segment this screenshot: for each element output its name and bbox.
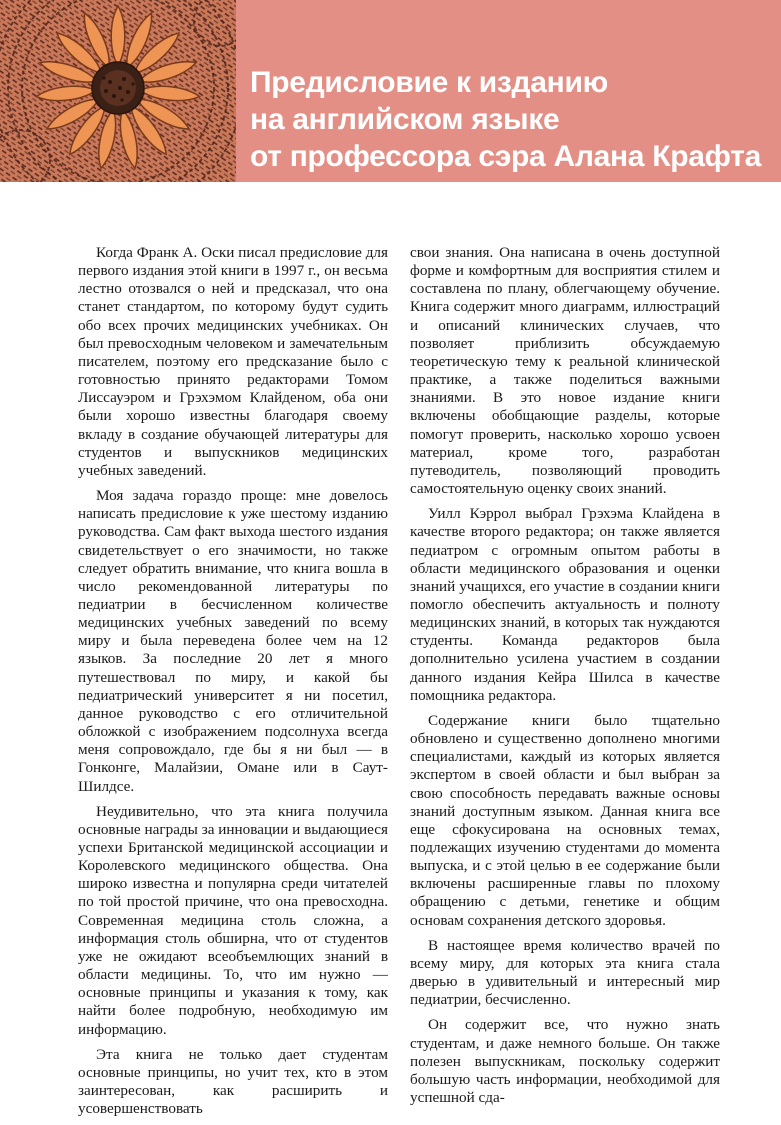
title-line-3: от профессора сэра Алана Крафта bbox=[250, 140, 761, 173]
paragraph: Эта книга не только дает студентам основные принципы, но учит тех, кто в этом заинтересован, как расширить и усовершенствовать bbox=[78, 1045, 388, 1118]
title-line-2: на английском языке bbox=[250, 103, 560, 136]
paragraph: свои знания. Она написана в очень доступной форме и комфортным для восприятия стилем и составлена по плану, облегчающему обучение. Книга содержит много диаграмм, иллюстраций и описаний клинических случаев, что позволяет приблизить обсуждаемую теоретическую тему к реальной клинической практике, а также поделиться важными знаниями. В это новое издание книги включены обобщающие разделы, которые помогут проверить, насколько хорошо усвоен материал, кроме того, разработан путеводитель, позволяющий проводить самостоятельную оценку своих знаний. bbox=[410, 244, 720, 498]
page-title bbox=[250, 64, 770, 175]
right-column bbox=[410, 244, 720, 1114]
paragraph: Моя задача гораздо проще: мне довелось написать предисловие к уже шестому изданию руководства. Сам факт выхода шестого издания свидетельствует о его значимости, но также следует обратить внимание, что книга вошла в число рекомендованной литературы по педиатрии в бесчисленном количестве медицинских учебных заведений по всему миру и была переведена более чем на 12 языков. За последние 20 лет я много путешествовал по миру, и какой бы педиатрический университет я ни посетил, данное руководство с его отличительной обложкой с изображением подсолнуха всегда меня сопровождало, где бы я ни был — в Гонконге, Малайзии, Омане или в Саут-Шилдсе. bbox=[78, 487, 388, 795]
paragraph: Когда Франк А. Оски писал предисловие для первого издания этой книги в 1997 г., он весьма лестно отозвался о ней и предсказал, что она станет стандартом, по которому будут судить обо всех прочих медицинских учебниках. Он был превосходным человеком и замечательным писателем, поэтому его предсказание было с готовностью принято редакторами Томом Лиссауэром и Грэхэмом Клайденом, оба они были хорошо известны благодаря своему вкладу в создание обучающей литературы для студентов и выпускников медицинских учебных заведений. bbox=[78, 244, 388, 479]
paragraph: В настоящее время количество врачей по всему миру, для которых эта книга стала дверью в удивительный и интересный мир педиатрии, бесчисленно. bbox=[410, 936, 720, 1009]
sunflower-art bbox=[0, 0, 236, 182]
paragraph: Он содержит все, что нужно знать студентам, и даже немного больше. Он также полезен выпускникам, поскольку содержит большую часть информации, необходимой для успешной сда- bbox=[410, 1016, 720, 1107]
header-band bbox=[0, 0, 781, 182]
title-line-1: Предисловие к изданию bbox=[250, 66, 608, 99]
paragraph: Неудивительно, что эта книга получила основные награды за инновации и выдающиеся успехи Британской медицинской ассоциации и Королевского медицинского общества. Она широко известна и популярна среди читателей по той простой причине, что она превосходна. Современная медицина столь сложна, а информация столь обширна, что от студентов уже не ожидают всеобъемлющих знаний в области медицины. То, что им нужно — основные принципы и указания к тому, как найти более подробную, необходимую им информацию. bbox=[78, 802, 388, 1038]
sunflower-icon bbox=[0, 0, 236, 182]
paragraph: Содержание книги было тщательно обновлено и существенно дополнено многими специалистами, каждый из которых является экспертом в своей области и был выбран за свою способность передавать важные основы знаний доступным языком. Данная книга все еще сфокусирована на основных темах, подлежащих изучению студентами до момента выпуска, и с этой целью в ее содержание были включены расширенные главы по плохому обращению с детьми, генетике и общим основам сохранения детского здоровья. bbox=[410, 711, 720, 929]
paragraph: Уилл Кэррол выбрал Грэхэма Клайдена в качестве второго редактора; он также является педиатром с огромным опытом работы в области медицинского образования и оценки знаний учащихся, его участие в создании книги помогло обеспечить актуальность и полноту медицинских знаний, в которых так нуждаются студенты. Команда редакторов была дополнительно усилена участием в создании данного издания Кейра Шилса в качестве помощника редактора. bbox=[410, 505, 720, 704]
left-column bbox=[78, 244, 388, 1125]
